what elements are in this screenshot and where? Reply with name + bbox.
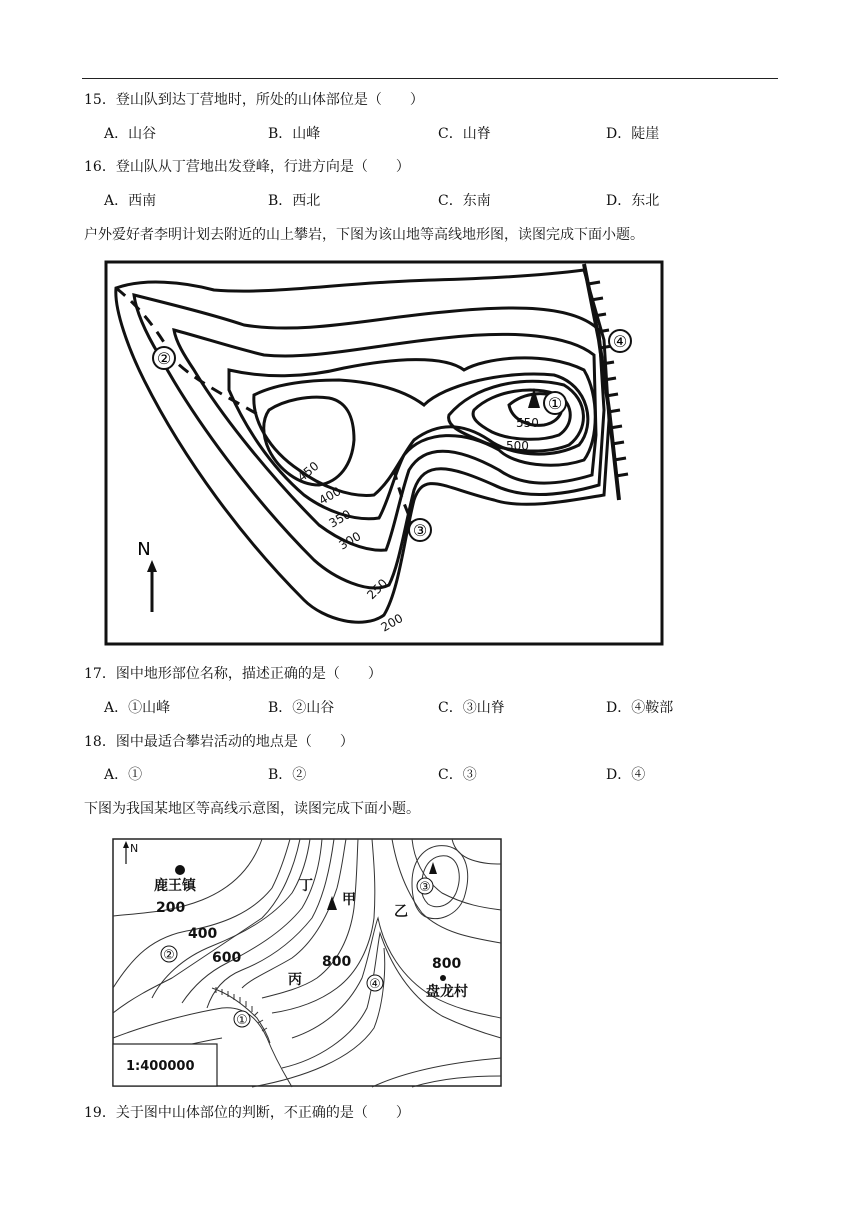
- contour-label-500: 500: [506, 439, 529, 453]
- svg-text:N: N: [137, 539, 151, 560]
- question-19-stem: 19．关于图中山体部位的判断，不正确的是（ ）: [84, 1105, 410, 1121]
- svg-text:③: ③: [412, 521, 428, 540]
- contour-map-2: [112, 838, 502, 1088]
- map2-contour-800-b: 800: [432, 956, 462, 972]
- map1-marker-4: [609, 330, 631, 352]
- q16-option-a[interactable]: A．西南: [104, 193, 157, 209]
- map2-contour-600: 600: [212, 950, 242, 966]
- map2-marker-2: [161, 946, 177, 963]
- svg-text:N: N: [130, 842, 139, 855]
- contour-label-450: 450: [294, 458, 322, 485]
- svg-text:①: ①: [236, 1013, 248, 1028]
- header-rule: [82, 78, 778, 79]
- q15-option-d[interactable]: D．陡崖: [606, 126, 660, 142]
- map1-marker-1: [544, 392, 566, 414]
- intro-paragraph-2: 下图为我国某地区等高线示意图，读图完成下面小题。: [84, 801, 420, 817]
- map2-marker-3: [417, 878, 433, 895]
- contour-label-200: 200: [378, 611, 406, 635]
- contour-label-550: 550: [516, 416, 539, 430]
- map2-contour-200: 200: [156, 900, 186, 916]
- q16-option-c[interactable]: C．东南: [438, 193, 491, 209]
- q15-option-a[interactable]: A．山谷: [104, 126, 157, 142]
- q16-option-b[interactable]: B．西北: [268, 193, 321, 209]
- q17-option-c[interactable]: C．③山脊: [438, 700, 505, 716]
- question-18-stem: 18．图中最适合攀岩活动的地点是（ ）: [84, 734, 354, 750]
- map2-marker-1: [234, 1011, 250, 1028]
- question-16-stem: 16．登山队从丁营地出发登峰，行进方向是（ ）: [84, 159, 410, 175]
- map1-marker-2: [153, 347, 175, 369]
- contour-map-1: [104, 260, 664, 646]
- svg-text:②: ②: [156, 349, 172, 368]
- town-dot-icon: [175, 865, 185, 875]
- question-17-stem: 17．图中地形部位名称，描述正确的是（ ）: [84, 666, 382, 682]
- q17-option-d[interactable]: D．④鞍部: [606, 700, 674, 716]
- intro-paragraph-1: 户外爱好者李明计划去附近的山上攀岩，下图为该山地等高线地形图，读图完成下面小题。: [84, 227, 644, 243]
- q18-option-b[interactable]: B．②: [268, 767, 307, 783]
- svg-text:①: ①: [547, 394, 563, 413]
- question-15-stem: 15．登山队到达丁营地时，所处的山体部位是（ ）: [84, 92, 424, 108]
- q17-option-a[interactable]: A．①山峰: [104, 700, 171, 716]
- q18-option-a[interactable]: A．①: [104, 767, 143, 783]
- village-label: 盘龙村: [426, 984, 468, 1000]
- q15-option-b[interactable]: B．山峰: [268, 126, 321, 142]
- svg-text:③: ③: [419, 880, 431, 895]
- map1-marker-3: [409, 519, 431, 541]
- q18-option-d[interactable]: D．④: [606, 767, 646, 783]
- contour-label-300: 300: [336, 529, 364, 553]
- q15-option-c[interactable]: C．山脊: [438, 126, 491, 142]
- q18-option-c[interactable]: C．③: [438, 767, 477, 783]
- village-dot-icon: [440, 975, 446, 981]
- scale-label: 1:400000: [126, 1059, 195, 1074]
- place-label-yi: 乙: [394, 904, 408, 920]
- place-label-bing: 丙: [288, 972, 302, 988]
- svg-text:④: ④: [369, 977, 381, 992]
- contour-label-250: 250: [364, 576, 391, 603]
- svg-text:②: ②: [163, 948, 175, 963]
- q16-option-d[interactable]: D．东北: [606, 193, 660, 209]
- map2-contour-400: 400: [188, 926, 218, 942]
- contour-label-350: 350: [326, 507, 354, 531]
- place-label-ding: 丁: [299, 878, 313, 894]
- town-label: 鹿王镇: [154, 878, 196, 894]
- place-label-jia: 甲: [342, 892, 356, 908]
- q17-option-b[interactable]: B．②山谷: [268, 700, 335, 716]
- svg-text:④: ④: [612, 332, 628, 351]
- contour-label-400: 400: [316, 484, 344, 508]
- map2-contour-800-a: 800: [322, 954, 352, 970]
- map2-marker-4: [367, 975, 383, 992]
